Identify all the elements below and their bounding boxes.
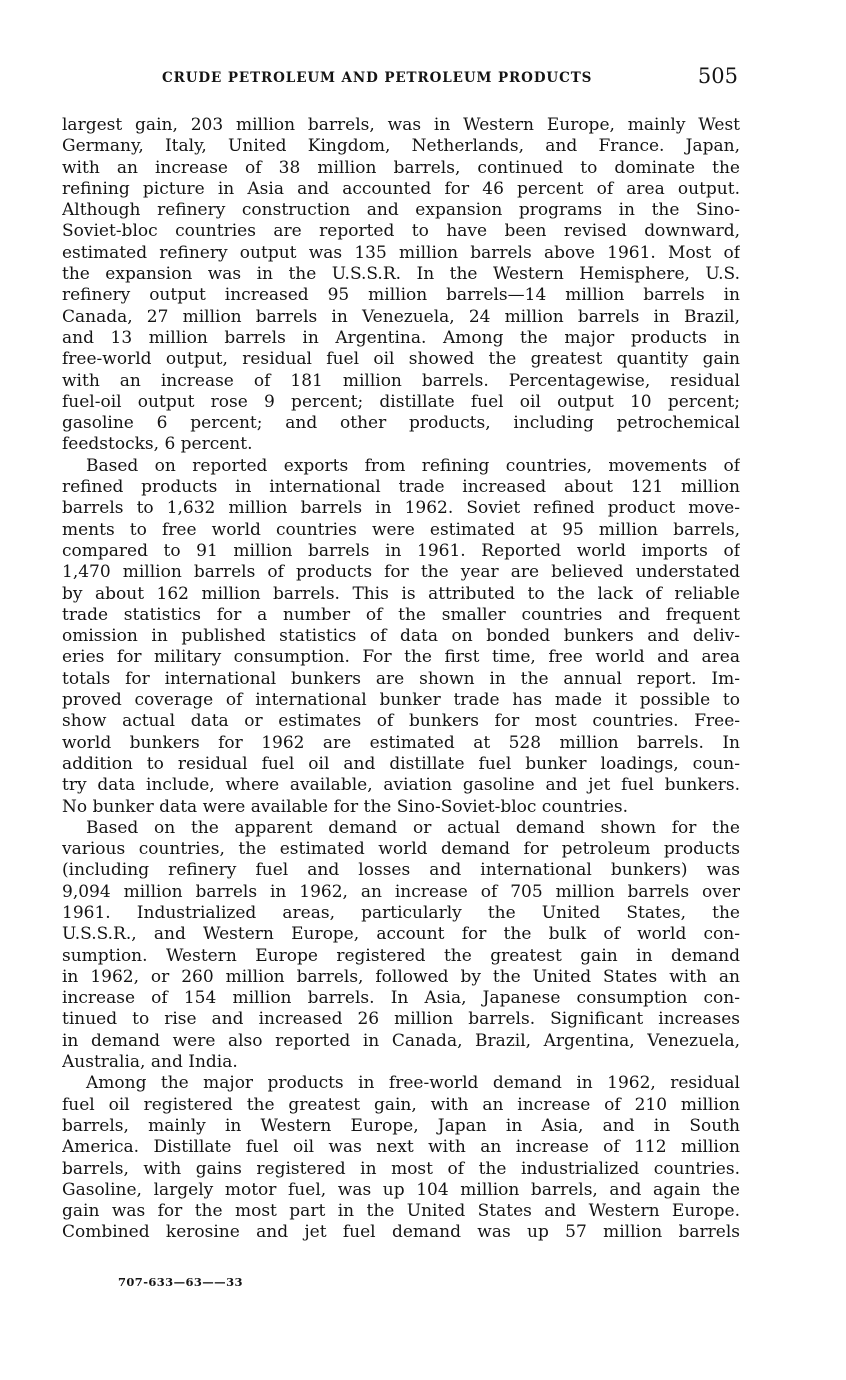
- text-line: increase of 154 million barrels. In Asia, Japanese consumption con-: [62, 988, 740, 1009]
- text-line: sumption. Western Europe registered the greatest gain in demand: [62, 945, 740, 966]
- text-line: addition to residual fuel oil and distillate fuel bunker loadings, coun-: [62, 753, 740, 774]
- paragraph: [62, 818, 740, 1074]
- print-code: 707-633—63——33: [118, 1275, 243, 1289]
- running-header: [62, 64, 740, 94]
- text-line: barrels, mainly in Western Europe, Japan in Asia, and in South: [62, 1115, 740, 1136]
- paragraph: [62, 1073, 740, 1243]
- text-line: tinued to rise and increased 26 million barrels. Significant increases: [62, 1009, 740, 1030]
- text-line: in demand were also reported in Canada, Brazil, Argentina, Venezuela,: [62, 1030, 740, 1051]
- text-line: America. Distillate fuel oil was next with an increase of 112 million: [62, 1137, 740, 1158]
- text-line: U.S.S.R., and Western Europe, account for the bulk of world con-: [62, 924, 740, 945]
- text-line: barrels, with gains registered in most of the industrialized countries.: [62, 1158, 740, 1179]
- text-line: refined products in international trade increased about 121 million: [62, 477, 740, 498]
- running-title: CRUDE PETROLEUM AND PETROLEUM PRODUCTS: [162, 70, 593, 86]
- text-line: eries for military consumption. For the first time, free world and area: [62, 647, 740, 668]
- text-line: No bunker data were available for the Sino-Soviet-bloc countries.: [62, 796, 629, 817]
- text-line: Germany, Italy, United Kingdom, Netherlands, and France. Japan,: [62, 136, 740, 157]
- text-line: Among the major products in free-world demand in 1962, residual: [86, 1073, 740, 1094]
- text-line: free-world output, residual fuel oil showed the greatest quantity gain: [62, 349, 740, 370]
- text-line: with an increase of 181 million barrels. Percentagewise, residual: [62, 370, 740, 391]
- text-line: Although refinery construction and expansion programs in the Sino-: [62, 200, 740, 221]
- text-line: fuel-oil output rose 9 percent; distillate fuel oil output 10 percent;: [62, 391, 740, 412]
- text-line: the expansion was in the U.S.S.R. In the Western Hemisphere, U.S.: [62, 264, 740, 285]
- text-line: Soviet-bloc countries are reported to have been revised downward,: [62, 221, 740, 242]
- text-line: proved coverage of international bunker trade has made it possible to: [62, 690, 740, 711]
- text-line: Canada, 27 million barrels in Venezuela, 24 million barrels in Brazil,: [62, 306, 740, 327]
- text-line: barrels to 1,632 million barrels in 1962. Soviet refined product move-: [62, 498, 740, 519]
- page-number: 505: [697, 64, 738, 88]
- text-line: refinery output increased 95 million barrels—14 million barrels in: [62, 285, 740, 306]
- text-line: Gasoline, largely motor fuel, was up 104 million barrels, and again the: [62, 1179, 740, 1200]
- paragraph: [62, 456, 740, 818]
- text-line: Based on reported exports from refining countries, movements of: [86, 455, 740, 476]
- text-line: try data include, where available, aviation gasoline and jet fuel bunkers.: [62, 775, 740, 796]
- text-line: refining picture in Asia and accounted for 46 percent of area output.: [62, 178, 740, 199]
- text-line: 9,094 million barrels in 1962, an increase of 705 million barrels over: [62, 881, 740, 902]
- text-line: trade statistics for a number of the smaller countries and frequent: [62, 604, 740, 625]
- text-line: totals for international bunkers are shown in the annual report. Im-: [62, 668, 740, 689]
- body-text: [62, 115, 740, 1244]
- text-line: largest gain, 203 million barrels, was in Western Europe, mainly West: [62, 115, 740, 135]
- text-line: with an increase of 38 million barrels, continued to dominate the: [62, 157, 740, 178]
- text-line: compared to 91 million barrels in 1961. Reported world imports of: [62, 540, 740, 561]
- text-line: by about 162 million barrels. This is attributed to the lack of reliable: [62, 583, 740, 604]
- text-line: omission in published statistics of data on bonded bunkers and deliv-: [62, 626, 740, 647]
- text-line: show actual data or estimates of bunkers for most countries. Free-: [62, 711, 740, 732]
- text-line: Combined kerosine and jet fuel demand was up 57 million barrels: [62, 1222, 740, 1243]
- paragraph: [62, 115, 740, 456]
- text-line: estimated refinery output was 135 million barrels above 1961. Most of: [62, 242, 740, 263]
- text-line: Based on the apparent demand or actual demand shown for the: [86, 817, 740, 838]
- text-line: gasoline 6 percent; and other products, including petrochemical: [62, 413, 740, 434]
- text-line: feedstocks, 6 percent.: [62, 434, 253, 455]
- text-line: 1,470 million barrels of products for the year are believed understated: [62, 562, 740, 583]
- text-line: ments to free world countries were estimated at 95 million barrels,: [62, 519, 740, 540]
- text-line: and 13 million barrels in Argentina. Among the major products in: [62, 327, 740, 348]
- text-line: world bunkers for 1962 are estimated at 528 million barrels. In: [62, 732, 740, 753]
- text-line: (including refinery fuel and losses and international bunkers) was: [62, 860, 740, 881]
- text-line: various countries, the estimated world demand for petroleum products: [62, 839, 740, 860]
- text-line: in 1962, or 260 million barrels, followed by the United States with an: [62, 966, 740, 987]
- text-line: fuel oil registered the greatest gain, with an increase of 210 million: [62, 1094, 740, 1115]
- text-line: Australia, and India.: [62, 1052, 238, 1073]
- text-line: gain was for the most part in the United States and Western Europe.: [62, 1201, 740, 1222]
- text-line: 1961. Industrialized areas, particularly the United States, the: [62, 902, 740, 923]
